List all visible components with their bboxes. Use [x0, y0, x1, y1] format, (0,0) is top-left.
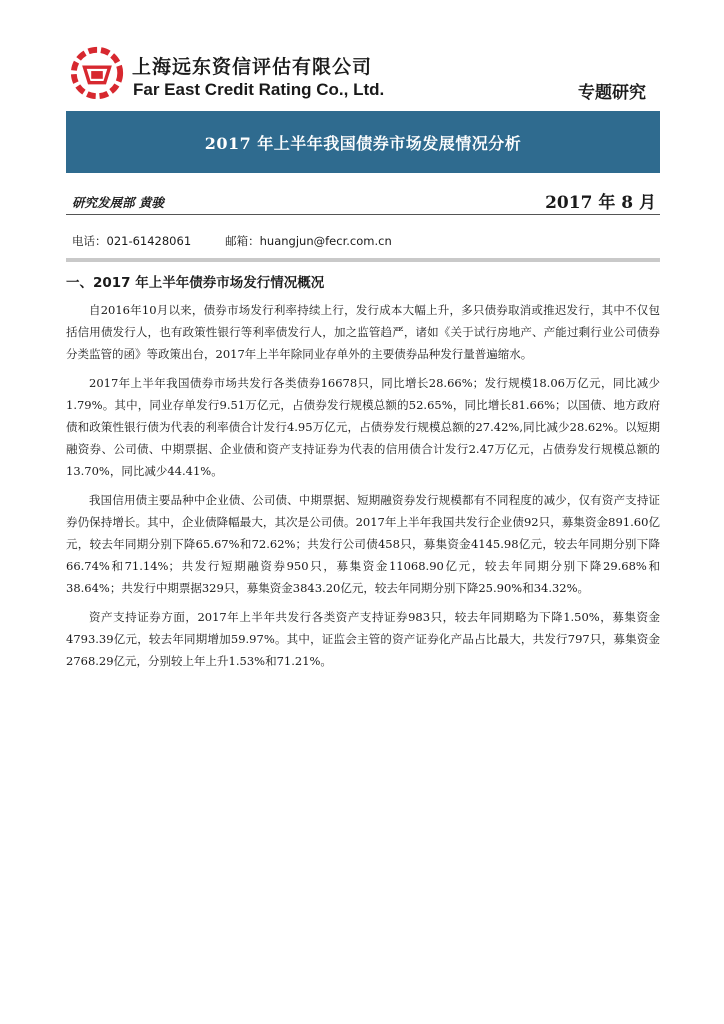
meta-divider: [66, 214, 660, 215]
company-name-cn: 上海远东资信评估有限公司: [132, 56, 373, 78]
email-text: 邮箱：huangjun@fecr.com.cn: [225, 234, 392, 248]
body-paragraph: 资产支持证券方面，2017年上半年共发行各类资产支持证券983只，较去年同期略为下降1.50%，募集资金4793.39亿元，较去年同期增加59.97%。其中，证监会主管的资产证券化产品占比最大，共发行797只，募集资金2768.29亿元，分别较上年上升1.53%和71.21%。: [66, 610, 660, 668]
body-paragraph: 自2016年10月以来，债券市场发行利率持续上行，发行成本大幅上升，多只债券取消或推迟发行，其中不仅包括信用债发行人，也有政策性银行等利率债发行人，加之监管趋严，诸如《关于试行房地产、产能过剩行业公司债券分类监管的函》等政策出台，2017年上半年除同业存单外的主要债券品种发行量普遍缩水。: [66, 303, 660, 361]
title-banner: [66, 111, 660, 173]
contact-info: [72, 233, 392, 249]
report-type-label: 专题研究: [578, 83, 646, 103]
body-paragraph: 我国信用债主要品种中企业债、公司债、中期票据、短期融资券发行规模都有不同程度的减少，仅有资产支持证券仍保持增长。其中，企业债降幅最大，其次是公司债。2017年上半年我国共发行企业债92只，募集资金891.60亿元，较去年同期分别下降65.67%和72.62%；共发行公司债458只，募集资金4145.98亿元，较去年同期分别下降66.74%和71.14%；共发行短期融资券950只，募集资金11068.90亿元，较去年同期分别下降29.68%和38.64%；共发行中期票据329只，募集资金3843.20亿元，较去年同期分别下降25.90%和34.32%。: [66, 493, 660, 595]
department-author: 研究发展部 黄骏: [72, 195, 164, 210]
company-name-en: Far East Credit Rating Co., Ltd.: [133, 80, 385, 99]
body-paragraph: 2017年上半年我国债券市场共发行各类债券16678只，同比增长28.66%；发行规模18.06万亿元，同比减少1.79%。其中，同业存单发行9.51万亿元，占债券发行规模总额的52.65%，同比增长81.66%；以国债、地方政府债和政策性银行债为代表的利率债合计发行4.95万亿元，占债券发行规模总额的27.42%,同比减少28.62%。以短期融资券、公司债、中期票据、企业债和资产支持证券为代表的信用债合计发行2.47万亿元，占债券发行规模总额的13.70%，同比减少44.41%。: [66, 376, 660, 478]
report-title: 2017 年上半年我国债券市场发展情况分析: [204, 133, 522, 153]
section-divider: [66, 258, 660, 262]
section-heading: 一、2017 年上半年债券市场发行情况概况: [66, 275, 325, 291]
company-logo-icon: [68, 44, 126, 102]
section-body: [66, 299, 660, 679]
document-header: [0, 0, 724, 110]
report-date: 2017 年 8 月: [545, 193, 656, 213]
phone-text: 电话：021-61428061: [72, 234, 192, 248]
